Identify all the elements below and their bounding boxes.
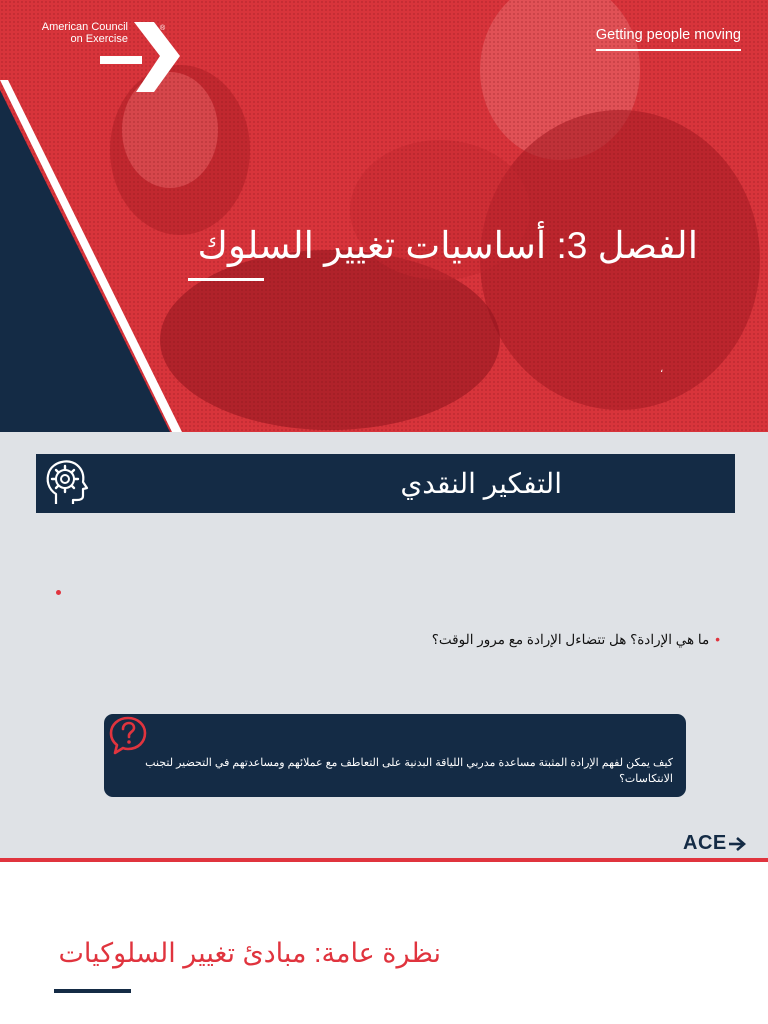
- bullet-dot: [56, 590, 61, 595]
- critical-thinking-title: التفكير النقدي: [400, 468, 562, 499]
- brand-line-2: on Exercise: [70, 33, 128, 45]
- hero-mark: ،: [660, 364, 664, 375]
- overview-slide: [0, 862, 768, 1024]
- svg-text:®: ®: [160, 25, 166, 32]
- head-gear-icon: [40, 456, 94, 510]
- ace-logo-text: ACE: [683, 832, 727, 854]
- bullet-marker: •: [715, 632, 720, 647]
- prompt-text: كيف يمكن لفهم الإرادة المثبتة مساعدة مدربي اللياقة البدنية على التعاطف مع عملائهم ومساعدتهم في التحضير لتجنب الانتكاسات؟: [145, 757, 673, 785]
- prompt-box: [104, 714, 686, 797]
- question-bubble-icon: [107, 714, 149, 756]
- tagline: Getting people moving: [596, 27, 741, 51]
- brand-arrow-icon: [96, 20, 182, 96]
- title-underline: [188, 278, 264, 281]
- question-text: ما هي الإرادة؟ هل تتضاءل الإرادة مع مرور الوقت؟: [431, 632, 710, 647]
- critical-thinking-slide: [0, 432, 768, 860]
- critical-thinking-banner: [36, 454, 735, 513]
- overview-title: نظرة عامة: مبادئ تغيير السلوكيات: [58, 938, 441, 968]
- ace-logo: [683, 832, 747, 855]
- brand-line-1: American Council: [41, 21, 128, 33]
- chapter-title: الفصل 3: أساسيات تغيير السلوك: [197, 225, 698, 266]
- arrow-right-icon: [727, 836, 747, 852]
- question-bullet: [432, 632, 720, 648]
- overview-underline: [54, 989, 131, 993]
- hero-slide: [0, 0, 768, 432]
